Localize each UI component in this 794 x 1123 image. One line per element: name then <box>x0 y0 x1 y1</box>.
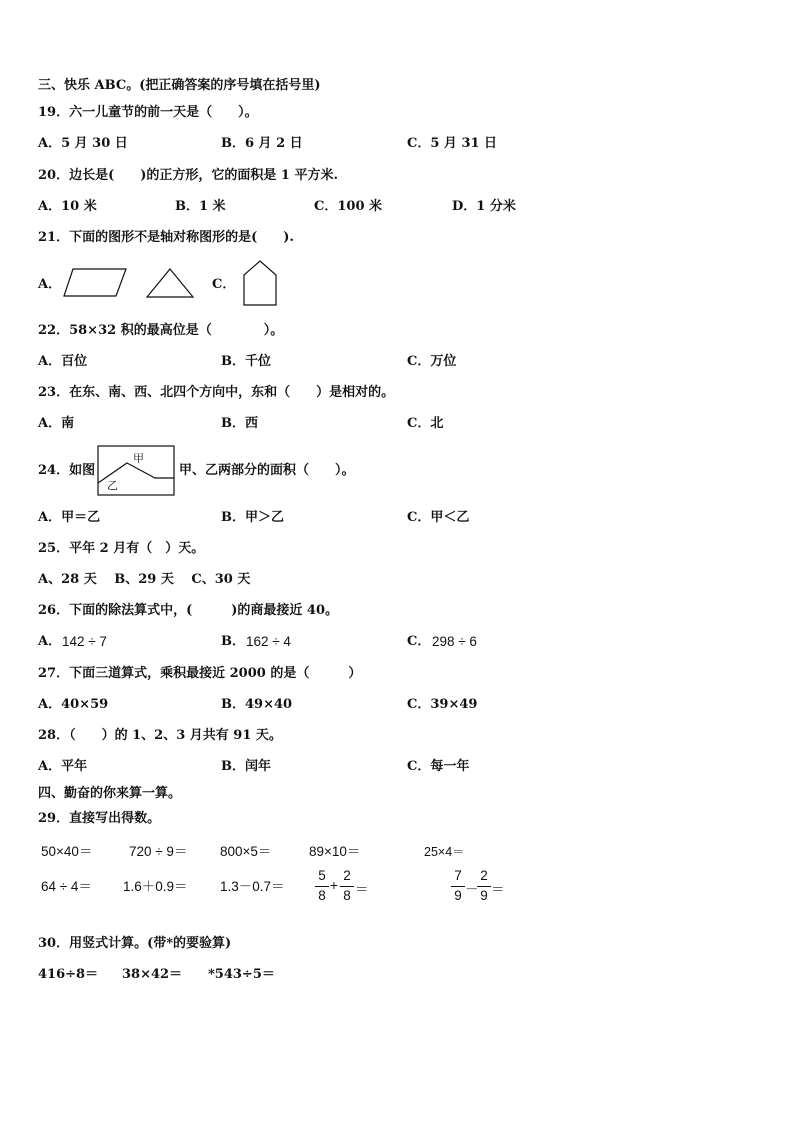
fraction-denominator: 9 <box>454 888 462 903</box>
calc-item: 720 ÷ 9＝ <box>129 844 188 859</box>
fraction-bar <box>451 886 465 887</box>
figure-label-yi: 乙 <box>107 479 118 492</box>
q19-option-c[interactable]: C．5 月 31 日 <box>407 136 498 151</box>
calc-item: 50×40＝ <box>41 844 93 859</box>
fraction-numerator: 2 <box>343 868 351 883</box>
q19-option-b[interactable]: B．6 月 2 日 <box>221 136 303 151</box>
q23-option-a[interactable]: A．南 <box>38 416 75 431</box>
q26-option-a-expr[interactable]: 142 ÷ 7 <box>62 634 107 649</box>
calc-item: 1.6＋0.9＝ <box>123 879 188 894</box>
question-25-stem: 25．平年 2 月有（ ）天。 <box>38 541 205 556</box>
q23-option-c[interactable]: C．北 <box>407 416 444 431</box>
q22-option-c[interactable]: C．万位 <box>407 354 457 369</box>
calc-item: 1.3－0.7＝ <box>220 879 285 894</box>
section-title-3: 三、快乐 ABC。(把正确答案的序号填在括号里) <box>38 78 321 93</box>
vertical-calc-item: *543÷5＝ <box>208 967 275 982</box>
fraction-numerator: 2 <box>480 868 488 883</box>
triangle-shape <box>145 266 197 300</box>
q26-option-c-expr[interactable]: 298 ÷ 6 <box>432 634 477 649</box>
figure-label-jia: 甲 <box>133 452 144 465</box>
fraction-denominator: 9 <box>480 888 488 903</box>
fraction-denominator: 8 <box>318 888 326 903</box>
fraction-bar <box>477 886 491 887</box>
q21-option-a[interactable]: A． <box>38 277 62 292</box>
q22-option-b[interactable]: B．千位 <box>221 354 271 369</box>
parallelogram-shape <box>62 267 130 299</box>
question-30-stem: 30．用竖式计算。(带*的要验算) <box>38 936 232 951</box>
q24-option-b[interactable]: B．甲＞乙 <box>221 510 284 525</box>
pentagon-house-shape <box>242 259 280 307</box>
q26-option-c-label[interactable]: C． <box>407 634 431 649</box>
vertical-calc-item: 38×42＝ <box>122 967 183 982</box>
q22-option-a[interactable]: A．百位 <box>38 354 88 369</box>
question-24-prefix: 24．如图 <box>38 463 96 478</box>
q28-option-c[interactable]: C．每一年 <box>407 759 470 774</box>
q27-option-b[interactable]: B．49×40 <box>221 697 293 712</box>
q26-option-a-label[interactable]: A． <box>38 634 62 649</box>
question-21-stem: 21．下面的图形不是轴对称图形的是( ). <box>38 230 294 245</box>
q27-option-c[interactable]: C．39×49 <box>407 697 478 712</box>
question-27-stem: 27．下面三道算式，乘积最接近 2000 的是（ ） <box>38 666 362 681</box>
q28-option-b[interactable]: B．闰年 <box>221 759 271 774</box>
q21-option-c[interactable]: C． <box>212 277 236 292</box>
vertical-calc-item: 416÷8＝ <box>38 967 99 982</box>
q20-option-d[interactable]: D．1 分米 <box>452 199 516 214</box>
equals-sign: ＝ <box>491 882 505 897</box>
fraction-numerator: 5 <box>318 868 326 883</box>
operator-sign: + <box>330 878 338 893</box>
question-26-stem: 26．下面的除法算式中，( )的商最接近 40。 <box>38 603 339 618</box>
calc-item: 89×10＝ <box>309 844 361 859</box>
rectangle-divided-figure <box>97 445 177 497</box>
fraction-denominator: 8 <box>343 888 351 903</box>
question-19-stem: 19．六一儿童节的前一天是（ ）。 <box>38 105 258 120</box>
calc-item: 64 ÷ 4＝ <box>41 879 92 894</box>
operator-sign: － <box>465 882 479 897</box>
fraction-bar <box>340 886 354 887</box>
question-28-stem: 28．（ ）的 1、2、3 月共有 91 天。 <box>38 728 282 743</box>
section-title-4: 四、勤奋的你来算一算。 <box>38 786 182 801</box>
question-24-suffix: 甲、乙两部分的面积（ ）。 <box>179 463 355 478</box>
q26-option-b-expr[interactable]: 162 ÷ 4 <box>246 634 291 649</box>
q20-option-b[interactable]: B．1 米 <box>175 199 226 214</box>
fraction-numerator: 7 <box>454 868 462 883</box>
calc-item: 800×5＝ <box>220 844 272 859</box>
q19-option-a[interactable]: A．5 月 30 日 <box>38 136 128 151</box>
q20-option-c[interactable]: C．100 米 <box>314 199 383 214</box>
question-22-stem: 22．58×32 积的最高位是（ ）。 <box>38 323 284 338</box>
q26-option-b-label[interactable]: B． <box>221 634 245 649</box>
equals-sign: ＝ <box>355 882 369 897</box>
q23-option-b[interactable]: B．西 <box>221 416 258 431</box>
q24-option-c[interactable]: C．甲＜乙 <box>407 510 470 525</box>
question-20-stem: 20．边长是( )的正方形，它的面积是 1 平方米. <box>38 168 339 183</box>
q28-option-a[interactable]: A．平年 <box>38 759 88 774</box>
calc-item: 25×4＝ <box>424 845 465 859</box>
fraction-bar <box>315 886 329 887</box>
question-23-stem: 23．在东、南、西、北四个方向中，东和（ ）是相对的。 <box>38 385 395 400</box>
q25-options[interactable]: A、28 天 B、29 天 C、30 天 <box>38 572 251 587</box>
question-29-stem: 29．直接写出得数。 <box>38 811 161 826</box>
q27-option-a[interactable]: A．40×59 <box>38 697 109 712</box>
q20-option-a[interactable]: A．10 米 <box>38 199 97 214</box>
q24-option-a[interactable]: A．甲＝乙 <box>38 510 101 525</box>
